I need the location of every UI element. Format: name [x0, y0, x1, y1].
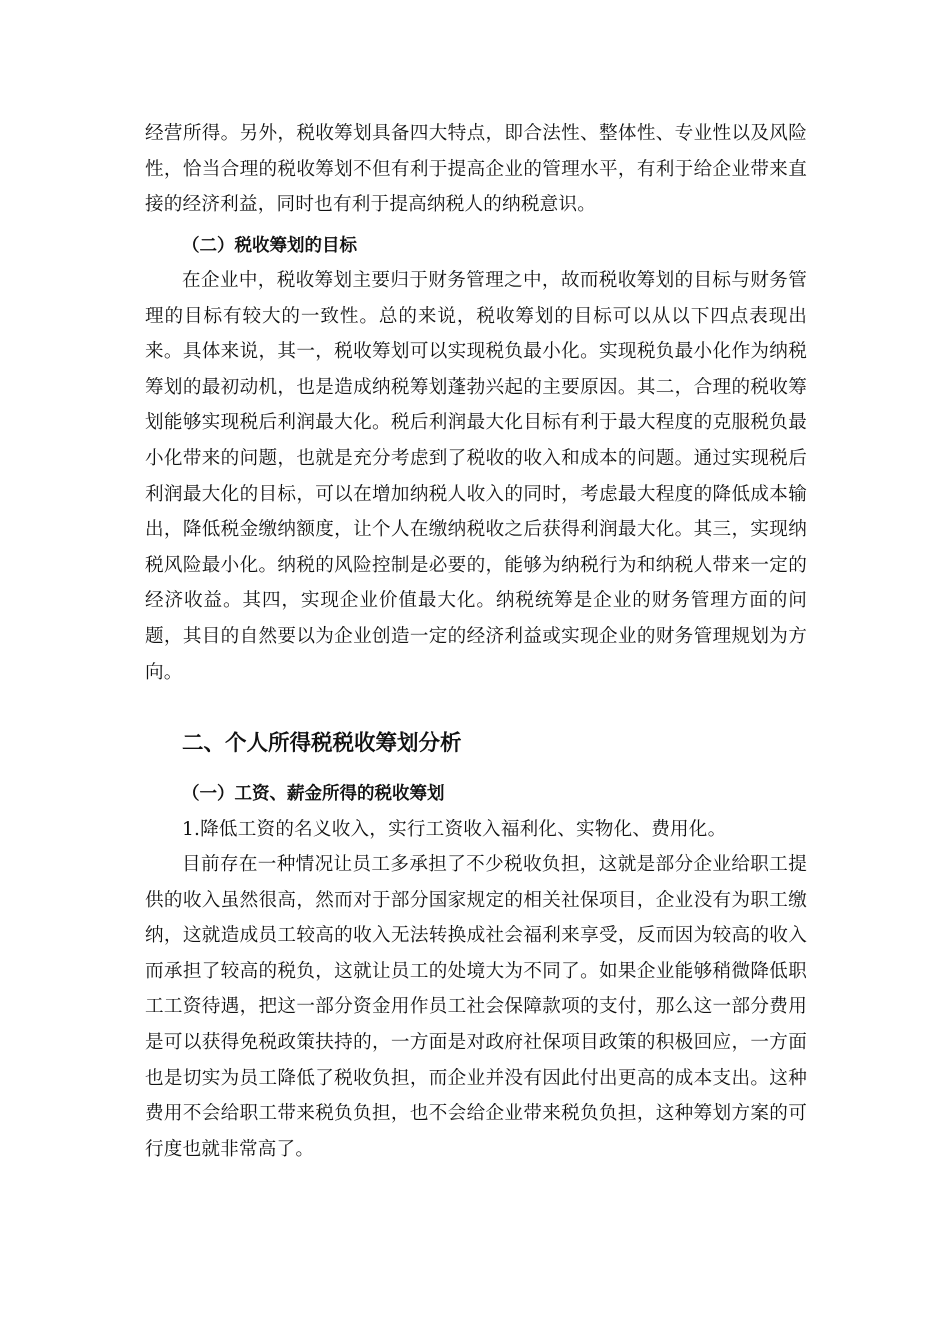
section-title-personal-income-tax: 二、个人所得税税收筹划分析	[182, 731, 462, 756]
heading-wage-salary-planning: （一）工资、薪金所得的税收筹划	[182, 784, 445, 804]
paragraph-social-security: 目前存在一种情况让员工多承担了不少税收负担，这就是部分企业给职工提供的收入虽然很高，然而对于部分国家规定的相关社保项目，企业没有为职工缴纳，这就造成员工较高的收入无法转换成社会福利来享受，反而因为较高的收入而承担了较高的税负，这就让员工的处境大为不同了。如果企业能够稍微降低职工工资待遇，把这一部分资金用作员工社会保障款项的支付，那么这一部分费用是可以获得免税政策扶持的，一方面是对政府社保项目政策的积极回应，一方面也是切实为员工降低了税收负担，而企业并没有因此付出更高的成本支出。这种费用不会给职工带来税负负担，也不会给企业带来税负负担，这种筹划方案的可行度也就非常高了。	[145, 854, 807, 1160]
paragraph-features: 经营所得。另外，税收筹划具备四大特点，即合法性、整体性、专业性以及风险性，恰当合理的税收筹划不但有利于提高企业的管理水平，有利于给企业带来直接的经济利益，同时也有利于提高纳税人的纳税意识。	[145, 123, 807, 216]
heading-tax-planning-goals: （二）税收筹划的目标	[182, 236, 357, 256]
paragraph-goals: 在企业中，税收筹划主要归于财务管理之中，故而税收筹划的目标与财务管理的目标有较大的一致性。总的来说，税收筹划的目标可以从以下四点表现出来。具体来说，其一，税收筹划可以实现税负最小化。实现税负最小化作为纳税筹划的最初动机，也是造成纳税筹划蓬勃兴起的主要原因。其二，合理的税收筹划能够实现税后利润最大化。税后利润最大化目标有利于最大程度的克服税负最小化带来的问题，也就是充分考虑到了税收的收入和成本的问题。通过实现税后利润最大化的目标，可以在增加纳税人收入的同时，考虑最大程度的降低成本输出，降低税金缴纳额度，让个人在缴纳税收之后获得利润最大化。其三，实现纳税风险最小化。纳税的风险控制是必要的，能够为纳税行为和纳税人带来一定的经济收益。其四，实现企业价值最大化。纳税统筹是企业的财务管理方面的问题，其目的自然要以为企业创造一定的经济利益或实现企业的财务管理规划为方向。	[145, 270, 807, 683]
list-item-1: 1.降低工资的名义收入，实行工资收入福利化、实物化、费用化。	[182, 819, 727, 840]
